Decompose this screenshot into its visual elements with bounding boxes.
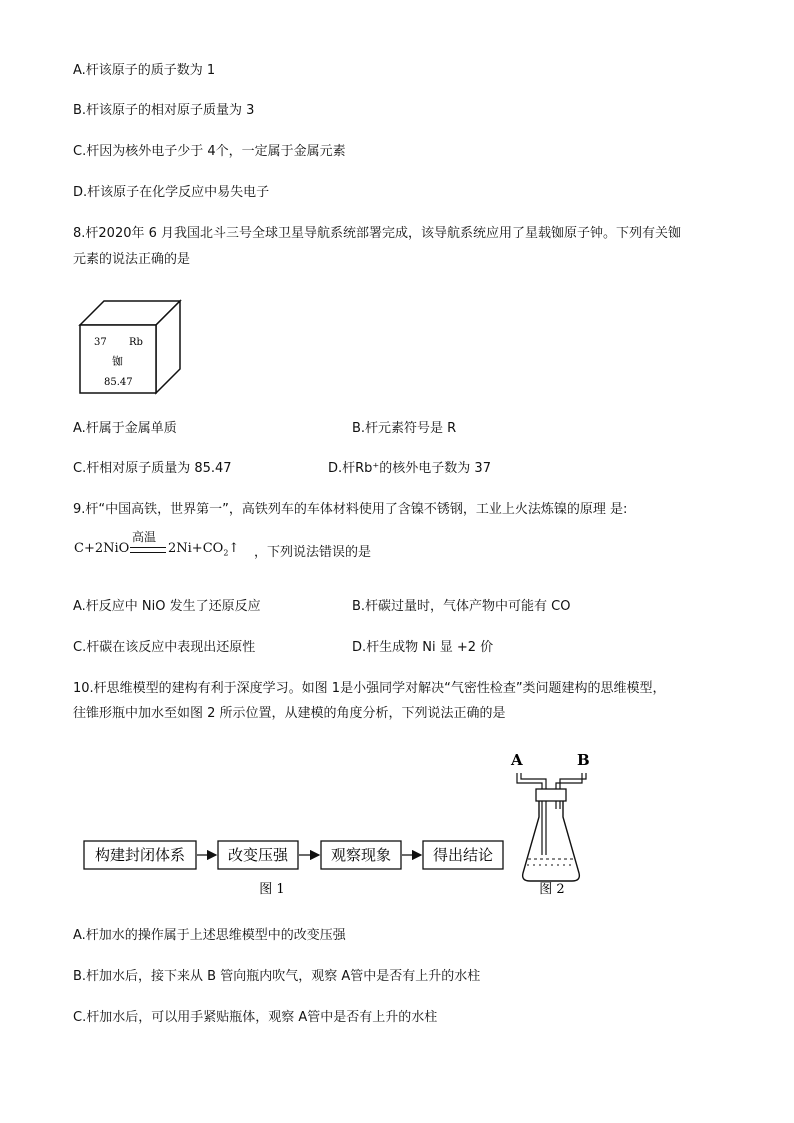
q8-option-d: D.杆Rb⁺的核外电子数为 37 <box>328 461 491 476</box>
tube-a <box>517 773 542 855</box>
q10-stem-line1: 10.杆思维模型的建构有利于深度学习。如图 1是小强同学对解决“气密性检查”类问题建构的思维模型， <box>73 681 666 696</box>
q7-option-b: B.杆该原子的相对原子质量为 3 <box>73 103 255 118</box>
q7-option-d: D.杆该原子在化学反应中易失电子 <box>73 185 270 200</box>
element-atomic-number: 37 <box>94 337 107 348</box>
q10-figures <box>80 745 600 905</box>
equation-tail: ，下列说法错误的是 <box>254 545 372 560</box>
element-symbol: Rb <box>129 337 143 348</box>
stopper <box>536 789 566 801</box>
q9-option-c: C.杆碳在该反应中表现出还原性 <box>73 640 256 655</box>
element-atomic-mass: 85.47 <box>104 377 133 388</box>
equals-sign <box>130 547 166 553</box>
flow-step-1: 构建封闭体系 <box>94 846 186 864</box>
element-card-rb <box>76 293 186 395</box>
q9-equation <box>74 528 494 564</box>
q10-option-b: B.杆加水后，接下来从 B 管向瓶内吹气，观察 A管中是否有上升的水柱 <box>73 969 481 984</box>
q8-option-c: C.杆相对原子质量为 85.47 <box>73 461 232 476</box>
equation-reactants: C+2NiO <box>74 541 130 556</box>
q9-stem: 9.杆“中国高铁，世界第一”，高铁列车的车体材料使用了含镍不锈钢，工业上火法炼镍的原理 是: <box>73 502 628 517</box>
fig1-label: 图 1 <box>259 882 285 897</box>
equation-products: $2Ni+CO_2↑$ <box>168 541 240 558</box>
q7-option-a: A.杆该原子的质子数为 1 <box>73 63 216 78</box>
flow-step-4: 得出结论 <box>432 846 494 864</box>
q10-option-a: A.杆加水的操作属于上述思维模型中的改变压强 <box>73 928 346 943</box>
tube-a-label: A <box>511 751 523 769</box>
q9-option-b: B.杆碳过量时，气体产物中可能有 CO <box>352 599 571 614</box>
q10-stem-line2: 往锥形瓶中加水至如图 2 所示位置，从建模的角度分析，下列说法正确的是 <box>73 706 506 721</box>
reaction-condition: 高温 <box>132 530 157 544</box>
q7-option-c: C.杆因为核外电子少于 4个，一定属于金属元素 <box>73 144 346 159</box>
tube-b-label: B <box>577 751 590 769</box>
q8-option-b: B.杆元素符号是 R <box>352 421 457 436</box>
q8-stem-line2: 元素的说法正确的是 <box>73 252 191 267</box>
q10-option-c: C.杆加水后，可以用手紧贴瓶体，观察 A管中是否有上升的水柱 <box>73 1010 438 1025</box>
q8-option-a: A.杆属于金属单质 <box>73 421 177 436</box>
element-name: 铷 <box>112 355 123 368</box>
flow-step-2: 改变压强 <box>227 846 289 864</box>
fig2-label: 图 2 <box>539 882 565 897</box>
flow-step-3: 观察现象 <box>330 846 392 864</box>
q9-option-d: D.杆生成物 Ni 显 +2 价 <box>352 640 494 655</box>
conical-flask <box>523 801 580 881</box>
q8-stem-line1: 8.杆2020年 6 月我国北斗三号全球卫星导航系统部署完成，该导航系统应用了星载铷原子钟。下列有关铷 <box>73 226 682 241</box>
q9-option-a: A.杆反应中 NiO 发生了还原反应 <box>73 599 261 614</box>
